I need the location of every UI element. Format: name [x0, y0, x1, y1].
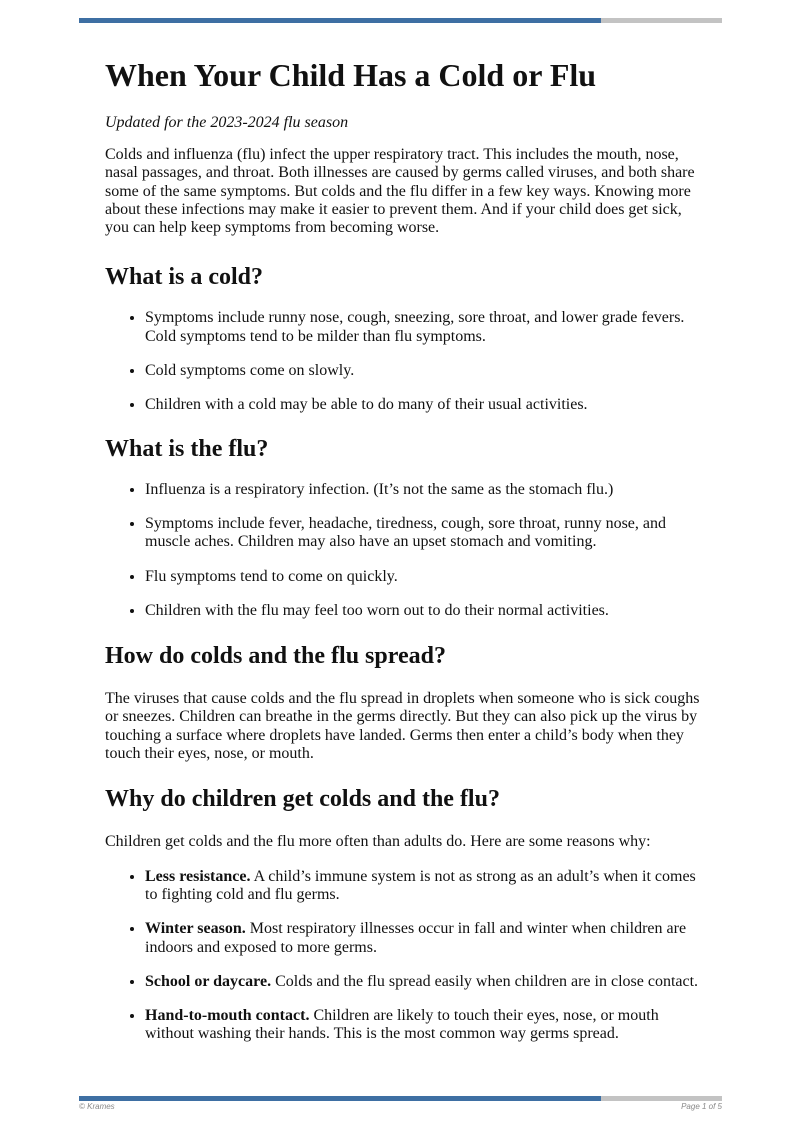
list-item	[145, 920, 705, 957]
heading-what-is-cold: What is a cold?	[105, 264, 264, 291]
reason-text: Colds and the flu spread easily when children are in close contact.	[271, 972, 699, 990]
header-rule-accent	[79, 18, 601, 23]
reason-text: A child’s immune system is not as strong as an adult’s when it comes to fighting cold and flu germs.	[145, 867, 696, 903]
document-body	[105, 52, 705, 1044]
reason-term: Less resistance.	[145, 867, 251, 885]
reason-term: Hand-to-mouth contact.	[145, 1007, 310, 1025]
page-title: When Your Child Has a Cold or Flu	[105, 57, 597, 93]
reason-term: Winter season.	[145, 920, 246, 938]
list-item: • Influenza is a respiratory infection. (It’s not the same as the stomach flu.)	[145, 481, 705, 499]
footer-page-number: Page 1 of 5	[681, 1102, 722, 1111]
reason-text: Most respiratory illnesses occur in fall and winter when children are indoors and exposed to more germs.	[145, 920, 687, 956]
footer-rule-accent	[79, 1096, 601, 1101]
spread-paragraph: The viruses that cause colds and the flu spread in droplets when someone who is sick coughs or sneezes. Children can breathe in the germs directly. But they can also pick up the virus by touching a surface where droplets have landed. Germs then enter a child’s body when they touch their eyes, nose, or mouth.	[105, 690, 700, 763]
list-item	[145, 868, 705, 905]
list-item	[145, 973, 705, 991]
list-item: • Symptoms include runny nose, cough, sneezing, sore throat, and lower grade fevers. Cold symptoms tend to be milder than flu symptoms.	[145, 309, 705, 346]
flu-list	[105, 481, 705, 620]
heading-what-is-flu: What is the flu?	[105, 435, 269, 462]
header-rule-gray	[601, 18, 722, 23]
list-item: • Cold symptoms come on slowly.	[145, 362, 705, 380]
reason-text: Children are likely to touch their eyes, nose, or mouth without washing their hands. This is the most common way germs spread.	[145, 1007, 659, 1043]
cold-list	[105, 309, 705, 414]
footer-copyright: © Krames	[79, 1102, 115, 1111]
list-item: • Flu symptoms tend to come on quickly.	[145, 568, 705, 586]
list-item: • Children with a cold may be able to do many of their usual activities.	[145, 396, 705, 414]
list-item: • Symptoms include fever, headache, tiredness, cough, sore throat, runny nose, and muscle aches. Children may also have an upset stomach and vomiting.	[145, 515, 705, 552]
reasons-list	[105, 868, 705, 1044]
why-intro: Children get colds and the flu more often than adults do. Here are some reasons why:	[105, 833, 651, 851]
header-rule	[79, 18, 722, 23]
list-item	[145, 1007, 705, 1044]
footer-rule-gray	[601, 1096, 722, 1101]
heading-why-children: Why do children get colds and the flu?	[105, 786, 500, 813]
footer-rule	[79, 1096, 722, 1101]
reason-term: School or daycare.	[145, 972, 272, 990]
page-subtitle: Updated for the 2023-2024 flu season	[105, 114, 349, 131]
heading-how-spread: How do colds and the flu spread?	[105, 643, 446, 670]
list-item: • Children with the flu may feel too worn out to do their normal activities.	[145, 602, 705, 620]
intro-paragraph: Colds and influenza (flu) infect the upper respiratory tract. This includes the mouth, nose, nasal passages, and throat. Both illnesses are caused by germs called viruses, and both share some of the same symptoms. But colds and the flu differ in a few key ways. Knowing more about these infections may make it easier to prevent them. And if your child does get sick, you can help keep symptoms from becoming worse.	[105, 146, 695, 237]
